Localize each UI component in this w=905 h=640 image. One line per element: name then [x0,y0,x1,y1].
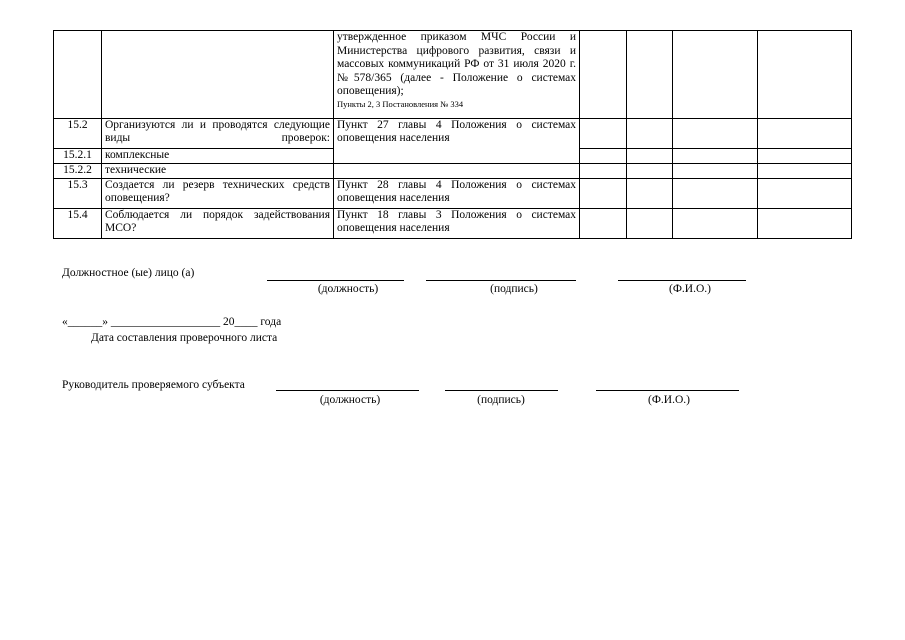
question-text: Создается ли резерв технических средств оповещения? [102,179,334,209]
table-row [54,209,852,239]
fio-caption: (Ф.И.О.) [669,283,711,295]
head-signature-line[interactable] [445,390,558,391]
position-caption: (должность) [317,283,379,295]
head-fio-line[interactable] [596,390,739,391]
answer-yes-cell[interactable] [580,119,627,149]
basis-small-text: Пункты 2, 3 Постановления № 334 [337,98,464,109]
question-cell [102,31,334,119]
row-number: 15.3 [54,179,102,209]
question-text: Соблюдается ли порядок задействования МСО? [102,209,334,239]
comment-cell[interactable] [758,119,852,149]
row-number: 15.4 [54,209,102,239]
answer-yes-cell[interactable] [580,164,627,179]
answer-no-cell[interactable] [627,31,673,119]
head-label: Руководитель проверяемого субъекта [62,379,245,391]
basis-text: утвержденное приказом МЧС России и Министерства цифрового развития, связи и массовых коммуникаций РФ от 31 июля 2020 г. №578/365 (далее - Положение о системах оповещения); [337,31,576,97]
official-label: Должностное (ые) лицо (а) [62,267,195,279]
row-number: 15.2.2 [54,164,102,179]
answer-no-cell[interactable] [627,164,673,179]
comment-cell[interactable] [758,179,852,209]
answer-no-cell[interactable] [627,119,673,149]
basis-text: Пункт 28 главы 4 Положения о системах оповещения населения [334,179,580,209]
comment-cell[interactable] [758,149,852,164]
row-number: 15.2.1 [54,149,102,164]
answer-yes-cell[interactable] [580,31,627,119]
num-cell [54,31,102,119]
basis-text: Пункт 27 главы 4 Положения о системах оповещения населения [334,119,580,164]
comment-cell[interactable] [758,164,852,179]
answer-no-cell[interactable] [627,179,673,209]
basis-text: Пункт 18 главы 3 Положения о системах оповещения населения [334,209,580,239]
answer-na-cell[interactable] [673,119,758,149]
answer-yes-cell[interactable] [580,179,627,209]
official-signature-line[interactable] [426,280,576,281]
date-line[interactable]: «______» ___________________ 20____ года [62,316,282,328]
answer-no-cell[interactable] [627,209,673,239]
row-number: 15.2 [54,119,102,149]
table-row [54,179,852,209]
head-position-line[interactable] [276,390,419,391]
answer-na-cell[interactable] [673,31,758,119]
signature-caption: (подпись) [490,283,538,295]
head-fio-caption: (Ф.И.О.) [648,394,690,406]
question-text: комплексные [102,149,334,164]
official-position-line[interactable] [267,280,404,281]
head-signature-caption: (подпись) [477,394,525,406]
head-position-caption: (должность) [319,394,381,406]
question-text: технические [102,164,334,179]
checklist-table [53,30,852,239]
official-fio-line[interactable] [618,280,746,281]
basis-cell [334,31,580,119]
date-caption: Дата составления проверочного листа [91,332,278,344]
comment-cell[interactable] [758,31,852,119]
comment-cell[interactable] [758,209,852,239]
basis-cell [334,164,580,179]
table-row [54,164,852,179]
answer-yes-cell[interactable] [580,149,627,164]
answer-na-cell[interactable] [673,179,758,209]
answer-no-cell[interactable] [627,149,673,164]
answer-yes-cell[interactable] [580,209,627,239]
answer-na-cell[interactable] [673,164,758,179]
question-text: Организуются ли и проводятся следующие виды проверок: [102,119,334,149]
table-row [54,119,852,149]
answer-na-cell[interactable] [673,209,758,239]
answer-na-cell[interactable] [673,149,758,164]
table-row [54,31,852,119]
